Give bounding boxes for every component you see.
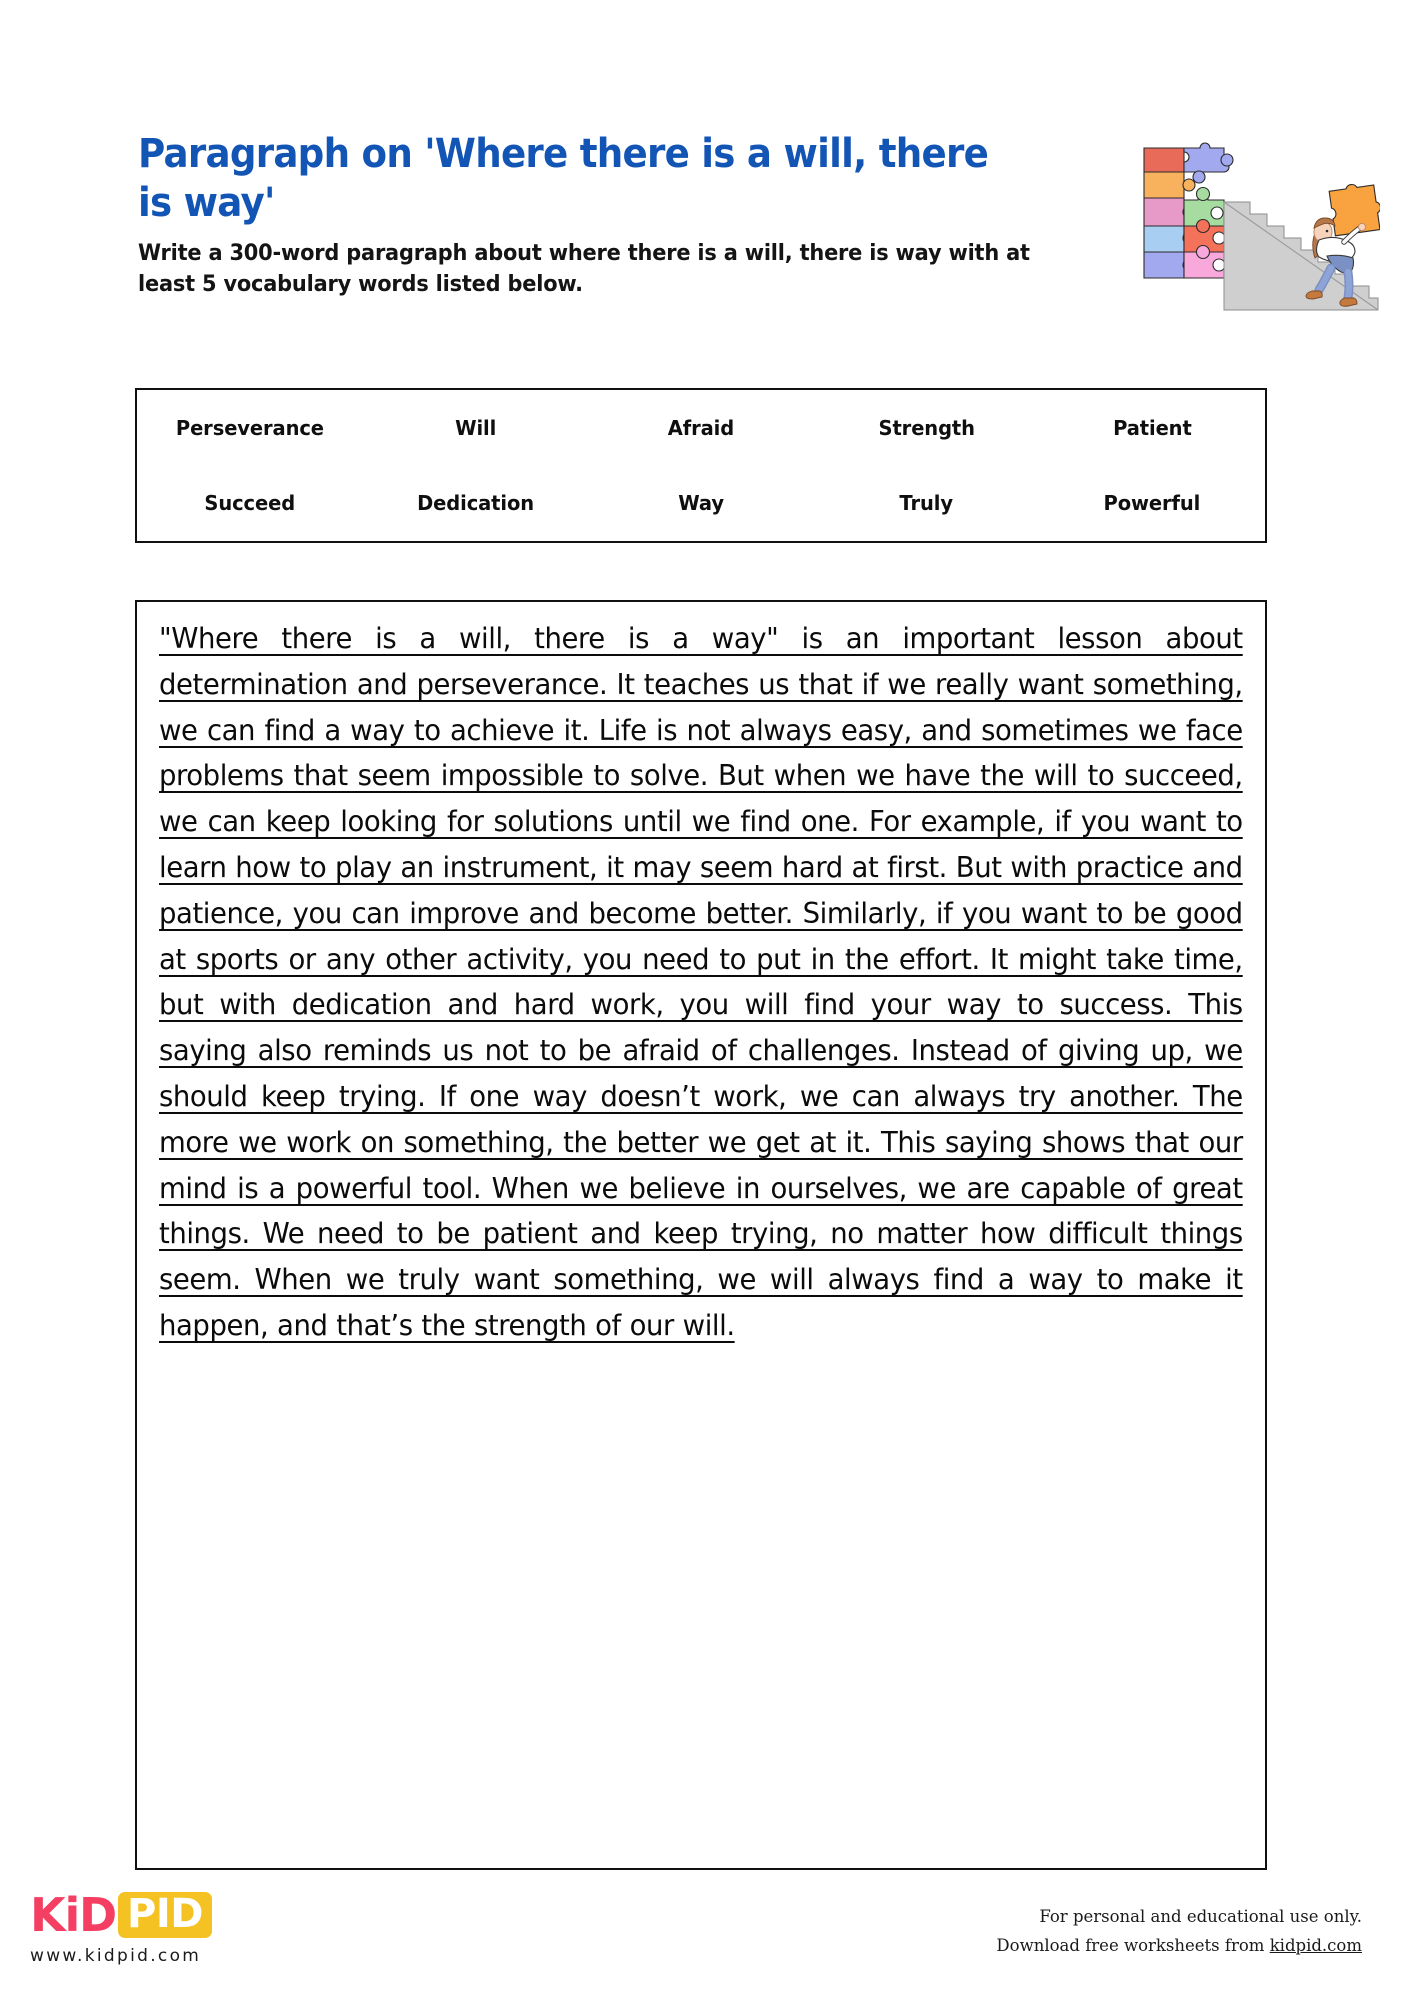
page-title: Paragraph on 'Where there is a will, there is way' — [138, 131, 989, 226]
vocab-word-label: Truly — [899, 491, 954, 516]
vocab-word — [588, 390, 814, 466]
vocab-word — [137, 466, 363, 542]
vocab-word — [363, 390, 589, 466]
kidpid-link[interactable]: kidpid.com — [1269, 1935, 1362, 1955]
vocab-word-label: Powerful — [1103, 491, 1201, 516]
vocab-word-label: Dedication — [416, 491, 534, 516]
table-row — [137, 390, 1265, 466]
vocab-word-label: Strength — [878, 415, 975, 440]
vocab-word-label: Perseverance — [175, 415, 324, 440]
kidpid-logo[interactable] — [30, 1890, 360, 1966]
vocab-word-label: Succeed — [204, 491, 296, 516]
vocab-word-label: Way — [678, 491, 724, 516]
footer-note-line-2 — [996, 1932, 1362, 1961]
logo-website-url[interactable]: www.kidpid.com — [30, 1946, 202, 1966]
carried-puzzle-piece — [1329, 181, 1380, 236]
vocab-word — [588, 466, 814, 542]
vocab-word — [137, 390, 363, 466]
vocabulary-table — [137, 390, 1265, 541]
worksheet-header — [138, 130, 1138, 300]
vocab-word — [814, 466, 1040, 542]
footer-note-prefix: Download free worksheets from — [996, 1935, 1270, 1955]
logo-pid-badge — [118, 1892, 212, 1938]
footer-note-line-1: For personal and educational use only. — [1039, 1907, 1362, 1926]
answer-box[interactable] — [135, 600, 1267, 1870]
vocab-word — [1039, 390, 1265, 466]
answer-paragraph[interactable]: "Where there is a will, there is a way" is an important lesson about determination and perseverance. It teaches us that if we really want something, we can find a way to achieve it. Life is not always easy, and sometimes we face problems that seem impossible to solve. But when we have the will to succeed, we can keep looking for solutions until we find one. For example, if you want to learn how to play an instrument, it may seem hard at first. But with practice and patience, you can improve and become better. Similarly, if you want to be good at sports or any other activity, you need to put in the effort. It might take time, but with dedication and hard work, you will find your way to success. This saying also reminds us not to be afraid of challenges. Instead of giving up, we should keep trying. If one way doesn’t work, we can always try another. The more we work on something, the better we get at it. This saying shows that our mind is a powerful tool. When we believe in ourselves, we are capable of great things. We need to be patient and keep trying, no matter how difficult things seem. When we truly want something, we will always find a way to make it happen, and that’s the strength of our will. — [159, 622, 1243, 1342]
vocab-word-label: Will — [454, 415, 496, 440]
logo-kid-text: KiD — [30, 1888, 116, 1942]
vocab-word — [363, 466, 589, 542]
vocab-word-label: Afraid — [667, 415, 735, 440]
puzzle-stairs-illustration — [1120, 118, 1380, 368]
puzzle-stairs-svg — [1120, 118, 1380, 368]
footer-note — [996, 1903, 1362, 1961]
logo-pid-text: PID — [127, 1891, 203, 1937]
vocabulary-box — [135, 388, 1267, 543]
table-row — [137, 466, 1265, 542]
vocab-word — [814, 390, 1040, 466]
worksheet-instructions: Write a 300-word paragraph about where there is a will, there is way with at least 5 vocabulary words listed below. — [138, 240, 1030, 297]
vocab-word — [1039, 466, 1265, 542]
puzzle-wall — [1144, 143, 1233, 278]
vocab-word-label: Patient — [1112, 415, 1192, 440]
logo-row — [30, 1890, 360, 1940]
